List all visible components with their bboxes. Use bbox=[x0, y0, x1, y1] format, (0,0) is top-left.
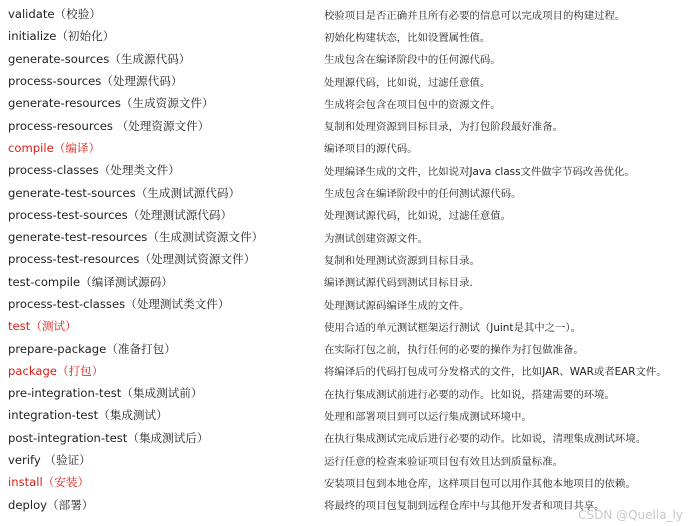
phase-description: 编译项目的源代码。 bbox=[324, 143, 418, 156]
table-row bbox=[0, 404, 695, 426]
table-row bbox=[0, 271, 695, 293]
phase-description: 生成将会包含在项目包中的资源文件。 bbox=[324, 98, 501, 111]
phase-description: 在实际打包之前，执行任何的必要的操作为打包做准备。 bbox=[324, 344, 584, 357]
phase-name: integration-test（集成测试） bbox=[8, 408, 168, 423]
phase-name: process-classes（处理类文件） bbox=[8, 163, 180, 178]
phase-description: 生成包含在编译阶段中的任何源代码。 bbox=[324, 54, 501, 67]
phase-name: validate（校验） bbox=[8, 7, 101, 22]
phase-name: deploy（部署） bbox=[8, 497, 94, 512]
phase-description: 安装项目包到本地仓库，这样项目包可以用作其他本地项目的依赖。 bbox=[324, 477, 636, 490]
phase-description: 生成包含在编译阶段中的任何测试源代码。 bbox=[324, 188, 522, 201]
table-row bbox=[0, 48, 695, 70]
phase-description: 将最终的项目包复制到远程仓库中与其他开发者和项目共享。 bbox=[324, 500, 605, 513]
phase-description: 复制和处理测试资源到目标目录。 bbox=[324, 254, 480, 267]
phase-description: 在执行集成测试前进行必要的动作。比如说，搭建需要的环境。 bbox=[324, 388, 615, 401]
phase-name: process-test-sources（处理测试源代码） bbox=[8, 207, 233, 222]
watermark: CSDN @Quella_ly bbox=[578, 508, 683, 522]
phase-name: compile（编译） bbox=[8, 140, 101, 155]
table-row bbox=[0, 449, 695, 471]
phase-name: process-sources（处理源代码） bbox=[8, 74, 183, 89]
table-row bbox=[0, 204, 695, 226]
phase-description: 编译测试源代码到测试目标目录. bbox=[324, 277, 473, 290]
phase-name: process-test-resources（处理测试资源文件） bbox=[8, 252, 256, 267]
phase-name: initialize（初始化） bbox=[8, 29, 115, 44]
table-row bbox=[0, 159, 695, 181]
phase-description: 为测试创建资源文件。 bbox=[324, 232, 428, 245]
phase-description: 处理和部署项目到可以运行集成测试环境中。 bbox=[324, 410, 532, 423]
table-row bbox=[0, 3, 695, 25]
phase-name: process-test-classes（处理测试类文件） bbox=[8, 297, 230, 311]
table-row bbox=[0, 226, 695, 248]
phase-name: pre-integration-test（集成测试前） bbox=[8, 386, 203, 401]
table-row bbox=[0, 25, 695, 47]
phase-description: 使用合适的单元测试框架运行测试（Juint是其中之一）。 bbox=[324, 321, 581, 334]
phase-description: 处理源代码，比如说，过滤任意值。 bbox=[324, 76, 491, 89]
table-row bbox=[0, 70, 695, 92]
phase-description: 校验项目是否正确并且所有必要的信息可以完成项目的构建过程。 bbox=[324, 9, 626, 22]
table-row bbox=[0, 427, 695, 449]
phase-description: 在执行集成测试完成后进行必要的动作。比如说，清理集成测试环境。 bbox=[324, 433, 647, 446]
phase-name: verify （验证） bbox=[8, 453, 91, 468]
phase-name: generate-resources（生成资源文件） bbox=[8, 96, 214, 111]
table-row bbox=[0, 137, 695, 159]
phase-name: package（打包） bbox=[8, 363, 104, 378]
phase-description: 将编译后的代码打包成可分发格式的文件，比如JAR、WAR或者EAR文件。 bbox=[324, 366, 667, 379]
table-row bbox=[0, 337, 695, 359]
table-row bbox=[0, 382, 695, 404]
table-row bbox=[0, 114, 695, 136]
table-row bbox=[0, 293, 695, 315]
table-row bbox=[0, 248, 695, 270]
phase-name: process-resources （处理资源文件） bbox=[8, 118, 210, 133]
table-row bbox=[0, 92, 695, 114]
phase-name: prepare-package（准备打包） bbox=[8, 341, 176, 356]
phase-name: install（安装） bbox=[8, 475, 90, 490]
phase-name: post-integration-test（集成测试后） bbox=[8, 430, 209, 445]
table-row bbox=[0, 471, 695, 493]
phase-description: 运行任意的检查来验证项目包有效且达到质量标准。 bbox=[324, 455, 563, 468]
phase-name: test（测试） bbox=[8, 319, 77, 334]
table-row bbox=[0, 315, 695, 337]
phase-name: generate-test-resources（生成测试资源文件） bbox=[8, 230, 264, 245]
table-row bbox=[0, 360, 695, 382]
phase-description: 处理编译生成的文件，比如说对Java class文件做字节码改善优化。 bbox=[324, 165, 635, 178]
lifecycle-table bbox=[0, 3, 695, 516]
phase-name: generate-test-sources（生成测试源代码） bbox=[8, 185, 241, 200]
phase-name: generate-sources（生成源代码） bbox=[8, 51, 191, 66]
table-row bbox=[0, 181, 695, 203]
phase-name: test-compile（编译测试源码） bbox=[8, 274, 173, 289]
phase-description: 初始化构建状态，比如设置属性值。 bbox=[324, 31, 491, 44]
phase-description: 处理测试源码编译生成的文件。 bbox=[324, 299, 470, 312]
phase-description: 处理测试源代码，比如说，过滤任意值。 bbox=[324, 210, 512, 223]
phase-description: 复制和处理资源到目标目录，为打包阶段最好准备。 bbox=[324, 121, 563, 134]
